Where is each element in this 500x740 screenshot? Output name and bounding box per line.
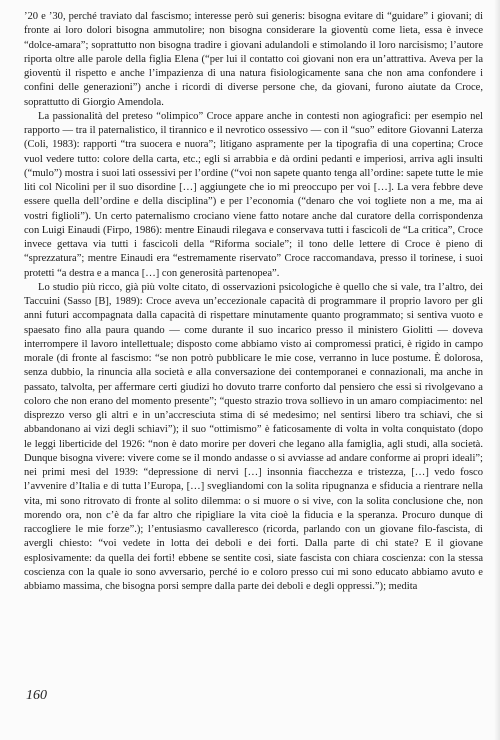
paragraph-3: Lo studio più ricco, già più volte citato, di osservazioni psicologiche è quello che si vale, tra l’altro, dei Taccuini (Sasso [B], 1989): Croce aveva un’eccezionale capacità di programmare il proprio lavoro per gli anni futuri accompagnata dalla capacità di rispettare minutamente quanto programmato; si sentiva vuoto e spaesato fino alla paura quando — come durante il suo incarico presso il ministero Giolitti — doveva interrompere il lavoro intellettuale; disposto come abbiamo visto ai compromessi pratici, è rigido in campo morale (di fronte al fascismo: “se non potrò pubblicare le mie cose, verranno in luce postume. È dolorosa, senza dubbio, la rinuncia alla società e alla conversazione dei contemporanei e connazionali, ma anche in passato, talvolta, per affermare certi giudizi ho dovuto trarre conforto dal pensiero che essi si rivolgevano a coloro che non erano del momento presente”; “questo strazio trova sollievo in un amaro compiacimento: nel disprezzo verso gli altri e in un’accresciuta stima di sé medesimo; nel sentirsi libero tra schiavi, che si abbandonano ai vizi degli schiavi”); il suo “ottimismo” è faticosamente di volta in volta conquistato (dopo le leggi liberticide del 1926: “non è dato morire per doveri che legano alla famiglia, agli studi, alla società. Dunque bisogna vivere: vivere come se il mondo andasse o si avviasse ad andare conforme ai propri ideali”; nei primi mesi del 1939: “depressione di nervi […] insonnia fiacchezza e tristezza, […] vedo fosco l’avvenire d’Italia e di tutta l’Europa, […] svegliandomi con la solita ripugnanza e sfiducia a rientrare nella vita, mi sono ritrovato di fronte al solito dilemma: o si muore o si vive, con la solita conclusione che, non morendo ora, non c’è da far altro che ripigliare la vita cioè la fiducia e la speranza. Procuro dunque di raccogliere le mie forze”.); l’entusiasmo cavalleresco (ricorda, parlando con un giovane filo-fascista, di avergli chiesto: “voi vedete in lotta dei deboli e dei forti. Dalla parte di chi state? E il giovane esplosivamente: da quella dei forti! ebbene se sentite così, siate fascista con chiara coscienza: con la stessa coscienza con la quale io sono avversario, perché io e coloro presso cui mi sono educato abbiamo avuto e abbiamo massima, che bisogna porsi sempre dalla parte dei deboli e degli oppressi.”); medita xyxy=(24,281,483,592)
body-text xyxy=(24,10,483,594)
paragraph-2: La passionalità del preteso “olimpico” Croce appare anche in contesti non agiografici: per esempio nel rapporto — tra il paternalistico, il tirannico e il nevrotico ossessivo — con il “suo” editore Giovanni Laterza (Coli, 1983): rapporti “tra suocera e nuora”; litigano aspramente per la tipografia di una copertina; Croce vuol vedere tutto: colore della carta, etc.; egli si arrabbia e dà ordini pedanti e imperiosi, arriva agli insulti (“mulo”) mostra i suoi lati ossessivi per l’ordine (“voi non sapete quanto tenga all’ordine: sapete tutte le mie liti col Nicolini per il suo disordine […] aggiungete che io mi preoccupo per voi […]. La vera febbre deve essere quella dell’ordine e della disciplina”) e per l’economia (“denaro che voi togliete non a me, ma ai vostri figlioli”). Un certo paternalismo crociano viene fatto notare anche dal curatore della corrispondenza con Luigi Einaudi (Firpo, 1986): mentre Einaudi rilegava e conservava tutti i fascicoli de “La critica”, Croce invece gettava via tutti i fascicoli della “Riforma sociale”; il tono delle lettere di Croce è pieno di “sprezzatura”; mentre Einaudi era “estremamente riservato” Croce raccomandava, presso il torinese, i suoi protetti “a destra e a manca […] con generosità partenopea”. xyxy=(24,110,483,279)
page-number: 160 xyxy=(26,688,47,703)
paragraph-1: ’20 e ’30, perché traviato dal fascismo; interesse però sui generis: bisogna evitare di “guidare” i giovani; di fronte ai loro dolori bisogna ammutolire; non bisogna considerare la gioventù come lieta, essa è invece “dolce-amara”; soprattutto non bisogna tradire i giovani adulandoli e stimolando il loro narcisismo; l’autore riporta oltre alle parole della figlia Elena (“per lui il contatto coi giovani non era un’attrattiva. Aveva per la gioventù il rispetto e anche l’impazienza di una natura fisiologicamente sana che non ama confondere i confini delle generazioni”) anche i ricordi di diverse persone che, da giovani, furono aiutate da Croce, soprattutto di Giorgio Amendola. xyxy=(24,11,483,108)
scan-edge-shadow xyxy=(494,0,500,740)
